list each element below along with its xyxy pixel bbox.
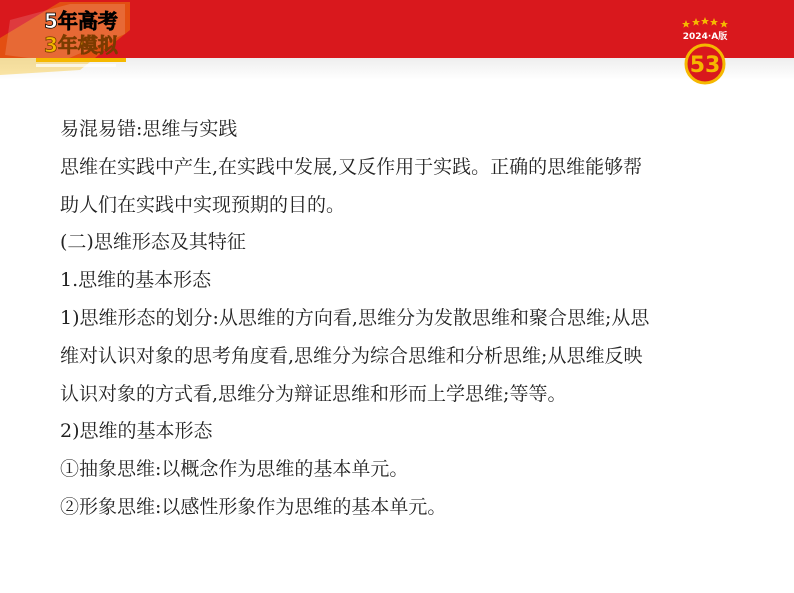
text-line: 助人们在实践中实现预期的目的。: [60, 193, 346, 216]
text-line: ①抽象思维:以概念作为思维的基本单元。: [60, 458, 409, 481]
text-line: 认识对象的方式看,思维分为辩证思维和形而上学思维;等等。: [60, 382, 567, 405]
badge-number: 53: [689, 53, 721, 78]
text-line: 1.思维的基本形态: [60, 269, 212, 292]
text-line: 2)思维的基本形态: [60, 420, 213, 443]
brand-logo: [0, 0, 140, 80]
text-line: 思维在实践中产生,在实践中发展,又反作用于实践。正确的思维能够帮: [60, 155, 643, 178]
text-line: 易混易错:思维与实践: [60, 118, 238, 140]
text-line: (二)思维形态及其特征: [60, 231, 246, 254]
brand-line1: 5年高考: [44, 9, 118, 33]
brand-line2: 3年模拟: [44, 33, 118, 57]
text-line: 1)思维形态的划分:从思维的方向看,思维分为发散思维和聚合思维;从思: [60, 306, 650, 329]
badge-year: 2024·A版: [682, 32, 728, 42]
edition-badge: [680, 14, 730, 90]
text-line: ②形象思维:以感性形象作为思维的基本单元。: [60, 495, 447, 518]
document-body: [60, 118, 760, 534]
text-line: 维对认识对象的思考角度看,思维分为综合思维和分析思维;从思维反映: [60, 344, 643, 367]
